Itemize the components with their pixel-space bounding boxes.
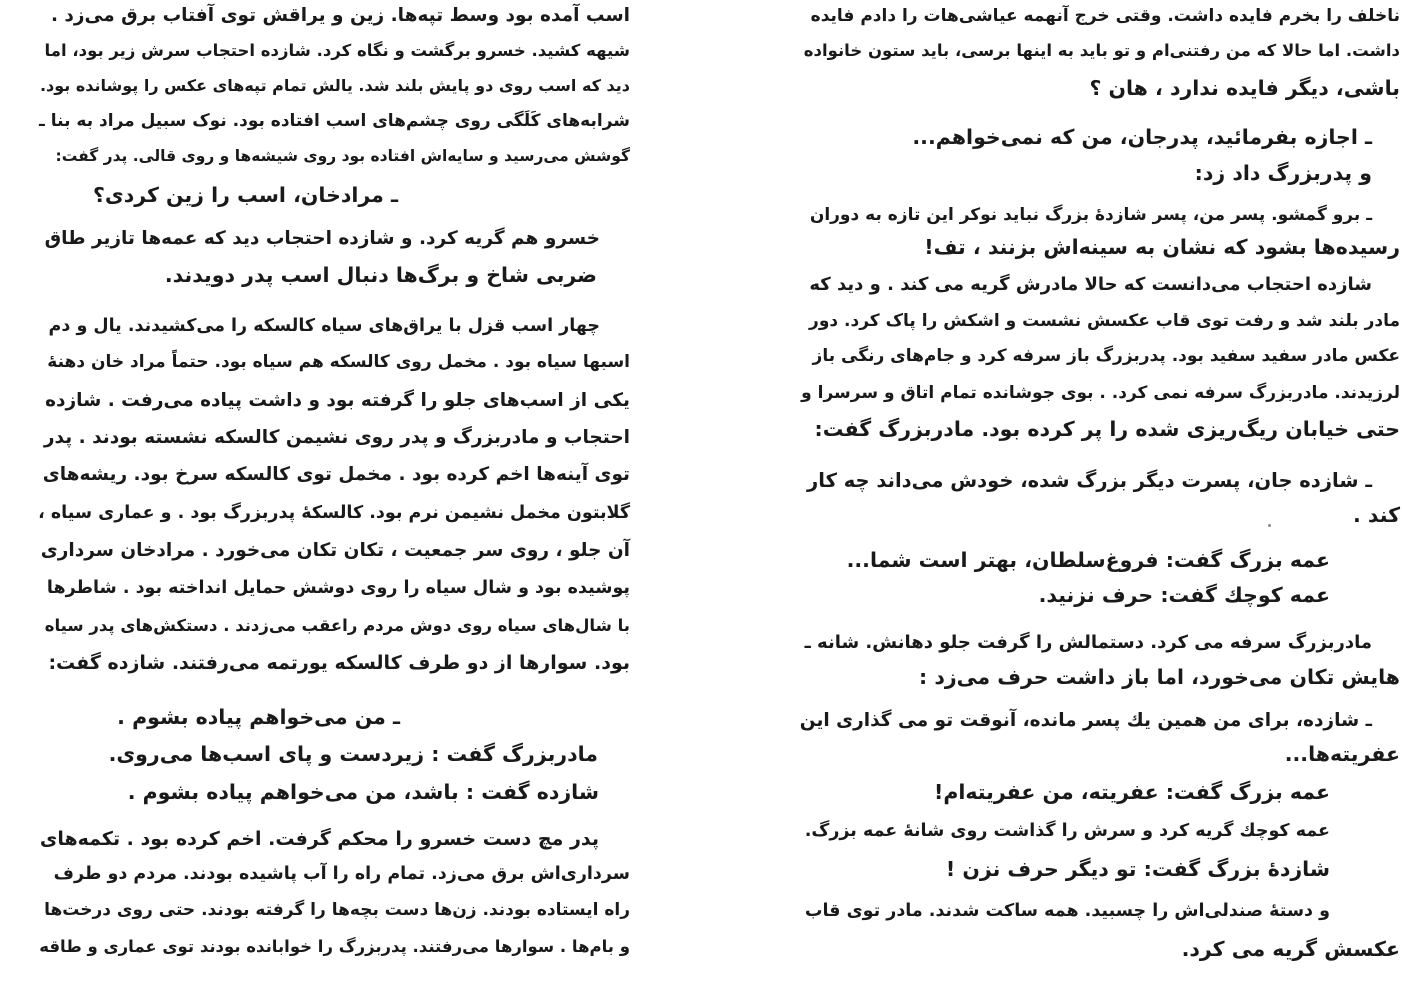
text-line: خسرو هم گریه کرد. و شازده احتجاب دید که عمه‌ها تازیر طاق — [44, 228, 600, 249]
text-line: و بام‌ها . سوارها می‌رفتند. پدربزرگ را خوابانده بودند توی عماری و طاقه — [39, 937, 630, 956]
scan-speck — [1268, 524, 1271, 527]
text-line: عفریته‌ها... — [1284, 742, 1400, 766]
text-line: عکس مادر سفید سفید بود. پدربزرگ باز سرفه کرد و جام‌های رنگی باز — [812, 346, 1400, 366]
text-line: پدر مچ دست خسرو را محکم گرفت. اخم کرده بود . تکمه‌های — [39, 828, 599, 850]
text-line: عمه بزرگ گفت: عفریته، من عفریته‌ام! — [933, 780, 1330, 804]
text-line: آن جلو ، روی سر جمعیت ، تکان تکان می‌خورد . مرادخان سرداری — [40, 540, 630, 561]
text-line: ناخلف را بخرم فایده داشت. وقتی خرج آنهمه عیاشی‌هات را دادم فایده — [810, 6, 1400, 26]
right-page — [800, 0, 1400, 985]
text-line: عمه بزرگ گفت: فروغ‌سلطان، بهتر است شما... — [846, 548, 1330, 572]
text-line: اسبها سیاه بود . مخمل روی کالسکه هم سیاه بود. حتماً مراد خان دهنهٔ — [47, 352, 630, 372]
text-line: مادربزرگ سرفه می کرد. دستمالش را گرفت جلو دهانش. شانه ـ — [804, 632, 1372, 653]
text-line: گوشش می‌رسید و سایه‌اش افتاده بود روی شیشه‌ها و روی قالی. پدر گفت: — [55, 147, 630, 165]
text-line: یکی از اسب‌های جلو را گرفته بود و داشت پیاده می‌رفت . شازده — [45, 390, 630, 411]
text-line: و دستهٔ صندلی‌اش را چسبید. همه ساکت شدند. مادر توی قاب — [804, 901, 1330, 921]
text-line: اسب آمده بود وسط تپه‌ها. زین و یراقش توی آفتاب برق می‌زد . — [50, 5, 630, 26]
text-line: مادربزرگ گفت : زیردست و پای اسب‌ها می‌روی. — [108, 742, 598, 766]
text-line: ـ اجازه بفرمائید، پدرجان، من که نمی‌خواهم... — [912, 125, 1372, 149]
text-line: شازده گفت : باشد، من می‌خواهم پیاده بشوم . — [127, 780, 599, 804]
text-line: توی آینه‌ها اخم کرده بود . مخمل توی کالسکه سرخ بود. ریشه‌های — [42, 464, 630, 485]
text-line: ـ برو گمشو. پسر من، پسر شازدهٔ بزرگ نباید نوکر این تازه به دوران — [809, 205, 1372, 225]
text-line: لرزیدند. مادربزرگ سرفه نمی کرد. . بوی جوشانده تمام اتاق و سرسرا و — [801, 383, 1400, 403]
text-line: ـ مرادخان، اسب را زین کردی؟ — [93, 183, 398, 207]
text-line: شیهه کشید. خسرو برگشت و نگاه کرد. شازده احتجاب سرش زیر بود، اما — [44, 41, 630, 60]
text-line: و پدربزرگ داد زد: — [1194, 161, 1372, 185]
text-line: بود. سوارها از دو طرف کالسکه یورتمه می‌رفتند. شازده گفت: — [48, 652, 630, 674]
text-line: پوشیده بود و شال سیاه را روی دوشش حمایل انداخته بود . شاطرها — [46, 578, 630, 598]
text-line: احتجاب و مادربزرگ و پدر روی نشیمن کالسکه نشسته بودند . پدر — [43, 427, 630, 448]
text-line: ضربی شاخ و برگ‌ها دنبال اسب پدر دویدند. — [164, 263, 597, 287]
text-line: سرداری‌اش برق می‌زد. تمام راه را آب پاشیده بودند. مردم دو طرف — [53, 864, 630, 884]
text-line: شازدهٔ بزرگ گفت: تو دیگر حرف نزن ! — [945, 857, 1330, 881]
text-line: دید که اسب روی دو پایش بلند شد. یالش تمام تپه‌های عکس را پوشانده بود. — [39, 76, 630, 95]
text-line: شازده احتجاب می‌دانست که حالا مادرش گریه می کند . و دید که — [809, 274, 1372, 295]
text-line: هایش تکان می‌خورد، اما باز داشت حرف می‌زد : — [919, 665, 1400, 689]
text-line: کند . — [1352, 503, 1400, 527]
text-line: ـ شازده جان، پسرت دیگر بزرگ شده، خودش می‌داند چه کار — [807, 469, 1372, 492]
text-line: داشت. اما حالا که من رفتنی‌ام و تو باید به اینها برسی، باید ستون خانواده — [803, 41, 1400, 60]
text-line: باشی، دیگر فایده ندارد ، هان ؟ — [1089, 76, 1400, 100]
text-line: مادر بلند شد و رفت توی قاب عکسش نشست و اشکش را پاک کرد. دور — [809, 311, 1400, 331]
text-line: عمه کوچك گفت: حرف نزنید. — [1038, 583, 1330, 607]
text-line: رسیده‌ها بشود که نشان به سینه‌اش بزنند ، تف! — [924, 235, 1400, 259]
text-line: با شال‌های سیاه روی دوش مردم راعقب می‌زدند . دستکش‌های پدر سیاه — [44, 616, 630, 635]
text-line: گلابتون مخمل نشیمن نرم بود. کالسکهٔ پدربزرگ بود . و عماری سیاه ، — [38, 503, 630, 523]
text-line: ـ شازده، برای من همین یك پسر مانده، آنوقت تو می گذاری این — [799, 710, 1372, 731]
text-line: عمه کوچك گریه کرد و سرش را گذاشت روی شانهٔ عمه بزرگ. — [804, 821, 1330, 841]
text-line: حتی خیابان ریگ‌ریزی شده را پر کرده بود. مادربزرگ گفت: — [814, 417, 1400, 441]
text-line: چهار اسب قزل با یراق‌های سیاه کالسکه را می‌کشیدند. یال و دم — [48, 316, 600, 336]
text-line: شرابه‌های کَلَگی روی چشم‌های اسب افتاده بود. نوک سبیل مراد به بنا ـ — [39, 111, 630, 131]
text-line: عکسش گریه می کرد. — [1181, 937, 1400, 961]
left-page — [38, 0, 630, 985]
text-line: ـ من می‌خواهم پیاده بشوم . — [117, 705, 400, 729]
text-line: راه ایستاده بودند. زن‌ها دست بچه‌ها را گرفته بودند. حتی روی درخت‌ها — [44, 900, 630, 920]
